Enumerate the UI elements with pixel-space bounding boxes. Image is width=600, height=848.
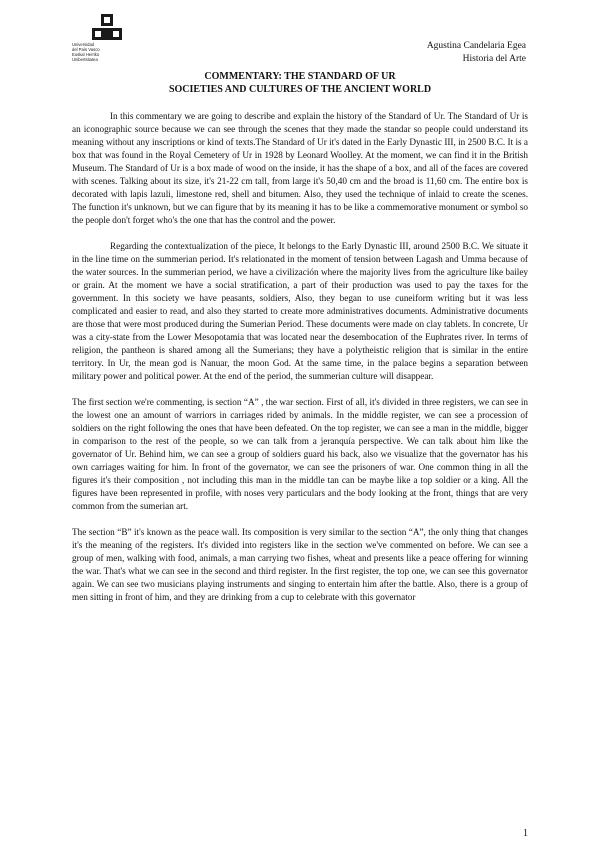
paragraph-contextualization: Regarding the contextualization of the piece, It belongs to the Early Dynastic III, around 2500 B.C. We situate it in the line time on the summerian period. It's relationated in the moment of tension between Lagash and Umma because of the water sources. In the summerian period, we have a civilización where the majority lives from the agriculture like bailey or grain. At the moment we have a social stratification, a part of their production was used to pay the taxes for the government. In this society we have peasants, soldiers, Also, they began to use cuneiform writing but it was less complicated and easier to read, and also they started to create more administratives documents. Administrative documents are those that were most produced during the Sumerian Period. These documents were made on clay tablets. In concrete, Ur was a city-state from the Lower Mesopotamia that was located near the desembocation of the Euphrates river. In terms of religion, the pantheon is shared among all the Sumerians; they have a polytheistic religion that is similar in the entire territory. In Ur, the mean god is Nanuar, the moon God. At the same time, in the palace begins a separation between military power and political power. At the end of the period, the summerian culture will disappear. bbox=[72, 241, 528, 381]
header-info bbox=[427, 40, 526, 66]
paragraph-introduction: In this commentary we are going to describe and explain the history of the Standard of Ur. The Standard of Ur is an iconographic source because we can see through the scenes that they made the standar so people could understand its meaning without any inscriptions or kind of texts.The Standard of Ur it's dated in the Early Dynastic III, in 2500 B.C. It is a box that was found in the Royal Cemetery of Ur in 1928 by Leonard Woolley. At the moment, we can find it in the British Museum. The Standard of Ur is a box made of wood on the inside, it has the shape of a box, and all of the faces are covered with scenes. Talking about its size, it's 21-22 cm tall, from large it's 50,40 cm and the broad is 11,60 cm. The entire box is decorated with lapis lazuli, limestone red, shell and bitumen. Also, they used the technique of inlaid to create the scenes. The function it's unknown, but we can figure that by its meaning it has to be like a commemorative monument or symbol so the people don't forget who's the one that has the control and the power. bbox=[72, 111, 528, 225]
document-title bbox=[72, 70, 528, 96]
paragraph-section-a: The first section we're commenting, is section “A” , the war section. First of all, it's divided in three registers, we can see in the lowest one an amount of warriors in carriages rided by animals. In the middle register, we can see a procession of soldiers on the right following the ones that have been defeated. On the top register, we can see a man in the middle, bigger in comparison to the rest of the people, so we can talk from a jeranquía perspective. We can talk about him like the governator of Ur. Behind him, we can see a group of soldiers guard his back, also we visualize that the governator has his own carriages waiting for him. In front of the governator, we can see the prisoners of war. One common thing in all the figures it's their composition , not including this man in the middle tan can be maybe like a top soldier or a king. All the figures have been represented in profile, with noses very particulars and the body looking at the front, things that are very common from the sumerian art. bbox=[72, 397, 528, 511]
logo-text-line: del País Vasco bbox=[72, 47, 100, 52]
title-line-1: COMMENTARY: THE STANDARD OF UR bbox=[204, 71, 396, 82]
university-logo bbox=[72, 14, 142, 62]
logo-text-line: Unibertsitatea bbox=[72, 57, 98, 62]
title-line-2: SOCIETIES AND CULTURES OF THE ANCIENT WORLD bbox=[168, 84, 432, 95]
logo-text-line: Universidad bbox=[72, 42, 95, 47]
paragraph-section-b: The section “B” it's known as the peace wall. Its composition is very similar to the section “A”, the only thing that changes it's the meaning of the registers. It's divided into registers like in the section we've commented on before. We can see a group of men, walking with food, animals, a man carrying two fishes, wheat and presents like a peace offering for winning the war. That's what we can see in the second and third register. In the first register, the top one, we can see this governator again. We can see two musicians playing instruments and singing to entertain him after the battle. Also, there is a group of men sitting in front of him, and they are drinking from a cup to celebrate with this governator bbox=[72, 527, 528, 602]
course-name: Historia del Arte bbox=[462, 54, 526, 64]
page-number: 1 bbox=[523, 828, 528, 839]
logo-text-line: Euskal Herriko bbox=[72, 52, 100, 57]
document-body bbox=[72, 110, 528, 604]
author-name: Agustina Candelaria Egea bbox=[426, 41, 526, 51]
university-logo-icon bbox=[92, 14, 122, 40]
